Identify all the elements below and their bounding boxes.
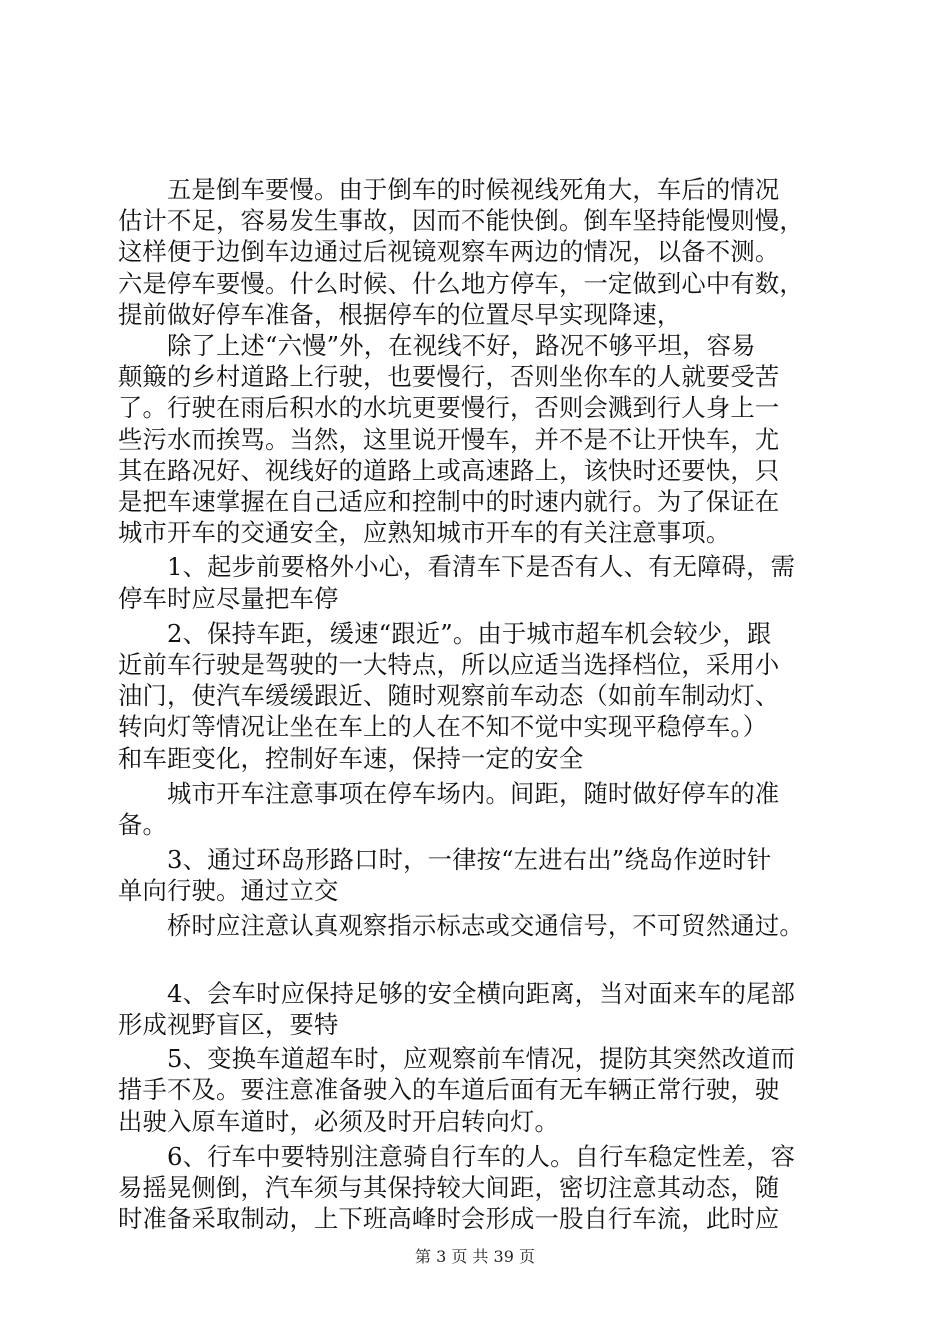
paragraph-item-3: [118, 844, 842, 906]
paragraph-six-slow-summary: [118, 330, 842, 548]
paragraph-spacer: [118, 941, 842, 974]
text-line: 了。行驶在雨后积水的水坑更要慢行，否则会溅到行人身上一: [118, 393, 780, 423]
text-line: 六是停车要慢。什么时候、什么地方停车，一定做到心中有数，: [118, 268, 804, 298]
paragraph-item-1: [118, 551, 842, 613]
paragraph-item-2: [118, 618, 842, 774]
paragraph-parking-lot: [118, 778, 842, 840]
text-line: 桥时应注意认真观察指示标志或交通信号，不可贸然通过。: [118, 910, 804, 940]
paragraph-reversing-parking: [118, 174, 842, 330]
text-line: 易摇晃侧倒，汽车须与其保持较大间距，密切注意其动态，随: [118, 1173, 780, 1203]
text-line: 5、变换车道超车时，应观察前车情况，提防其突然改道而: [118, 1044, 796, 1074]
text-line: 城市开车注意事项在停车场内。间距，随时做好停车的准: [118, 778, 780, 808]
text-line: 2、保持车距，缓速“跟近”。由于城市超车机会较少，跟: [118, 618, 772, 648]
text-line: 1、起步前要格外小心，看清车下是否有人、有无障碍，需: [118, 552, 796, 582]
text-line: 五是倒车要慢。由于倒车的时候视线死角大，车后的情况: [118, 175, 780, 204]
text-line: 近前车行驶是驾驶的一大特点，所以应适当选择档位，采用小: [118, 650, 780, 680]
text-line: 提前做好停车准备，根据停车的位置尽早实现降速，: [118, 299, 682, 329]
text-line: 除了上述“六慢”外，在视线不好，路况不够平坦，容易: [118, 331, 756, 361]
text-line: 油门，使汽车缓缓跟近、随时观察前车动态（如前车制动灯、: [118, 681, 780, 711]
text-line: 4、会车时应保持足够的安全横向距离，当对面来车的尾部: [118, 978, 796, 1008]
text-line: 6、行车中要特别注意骑自行车的人。自行车稳定性差，容: [118, 1141, 796, 1171]
text-line: 措手不及。要注意准备驶入的车道后面有无车辆正常行驶，驶: [118, 1075, 780, 1105]
text-line: 这样便于边倒车边通过后视镜观察车两边的情况，以备不测。: [118, 237, 780, 267]
text-line: 是把车速掌握在自己适应和控制中的时速内就行。为了保证在: [118, 487, 780, 517]
paragraph-overpass: [118, 910, 842, 941]
text-line: 些污水而挨骂。当然，这里说开慢车，并不是不让开快车，尤: [118, 424, 780, 454]
text-line: 转向灯等情况让坐在车上的人在不知不觉中实现平稳停车。）: [118, 712, 768, 742]
paragraph-item-6: [118, 1141, 842, 1235]
text-line: 出驶入原车道时，必须及时开启转向灯。: [118, 1106, 559, 1136]
text-line: 颠簸的乡村道路上行驶，也要慢行，否则坐你车的人就要受苦: [118, 362, 780, 392]
document-body: [118, 174, 842, 1235]
text-line: 形成视野盲区，要特: [118, 1010, 339, 1040]
page-number-footer: 第 3 页 共 39 页: [415, 1247, 535, 1266]
text-line: 3、通过环岛形路口时，一律按“左进右出”绕岛作逆时针: [118, 845, 772, 875]
paragraph-item-4: [118, 978, 842, 1040]
text-line: 和车距变化，控制好车速，保持一定的安全: [118, 743, 584, 773]
text-line: 时准备采取制动，上下班高峰时会形成一股自行车流，此时应: [118, 1204, 780, 1234]
text-line: 估计不足，容易发生事故，因而不能快倒。倒车坚持能慢则慢，: [118, 206, 804, 236]
text-line: 备。: [118, 810, 167, 840]
text-line: 停车时应尽量把车停: [118, 583, 339, 613]
text-line: 单向行驶。通过立交: [118, 876, 339, 906]
text-line: 其在路况好、视线好的道路上或高速路上，该快时还要快，只: [118, 455, 780, 485]
paragraph-item-5: [118, 1043, 842, 1137]
text-line: 城市开车的交通安全，应熟知城市开车的有关注意事项。: [118, 518, 731, 548]
